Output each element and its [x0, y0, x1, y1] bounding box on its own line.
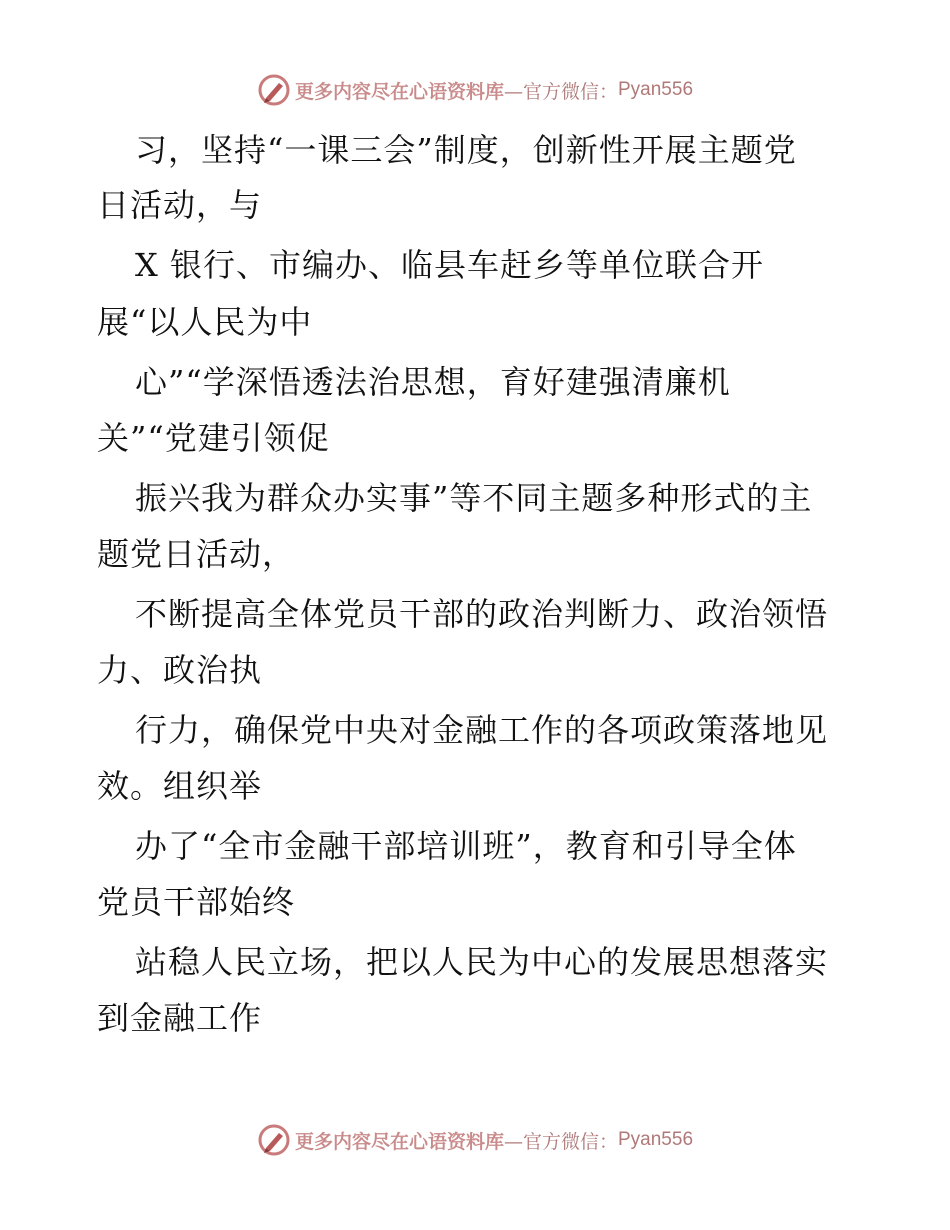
text-line: 到金融工作 — [97, 999, 263, 1037]
watermark-sub-text: —官方微信： — [503, 80, 618, 103]
text-line: 题党日活动， — [97, 535, 296, 573]
text-line: 行力，确保党中央对金融工作的各项政策落地见 — [135, 711, 829, 749]
text-line: 不断提高全体党员干部的政治判断力、政治领悟 — [135, 595, 829, 633]
watermark-wechat-id: Pyan556 — [618, 79, 694, 100]
text-line: X 银行、市编办、临县车赶乡等单位联合开 — [135, 246, 764, 284]
text-line: 习，坚持“一课三会”制度，创新性开展主题党 — [135, 131, 797, 169]
text-line: 心”“学深悟透法治思想，育好建强清廉机 — [135, 363, 731, 401]
watermark-wechat-id: Pyan556 — [618, 1129, 694, 1150]
text-line: 力、政治执 — [97, 651, 263, 689]
watermark-main-text: 更多内容尽在心语资料库 — [294, 1130, 504, 1153]
pen-logo-icon — [257, 73, 291, 107]
watermark-sub-text: —官方微信： — [503, 1130, 618, 1153]
text-line: 效。组织举 — [97, 767, 263, 805]
header-watermark — [0, 70, 950, 110]
text-line: 关”“党建引领促 — [97, 419, 330, 457]
watermark-main-text: 更多内容尽在心语资料库 — [294, 80, 504, 103]
text-line: 党员干部始终 — [97, 883, 296, 921]
text-line: 展“以人民为中 — [97, 303, 313, 341]
text-line: 站稳人民立场，把以人民为中心的发展思想落实 — [135, 943, 829, 981]
text-line: 日活动，与 — [97, 186, 263, 224]
footer-watermark — [0, 1120, 950, 1160]
text-line: 办了“全市金融干部培训班”，教育和引导全体 — [135, 827, 797, 865]
pen-logo-icon — [257, 1123, 291, 1157]
text-line: 振兴我为群众办实事”等不同主题多种形式的主 — [135, 479, 813, 517]
